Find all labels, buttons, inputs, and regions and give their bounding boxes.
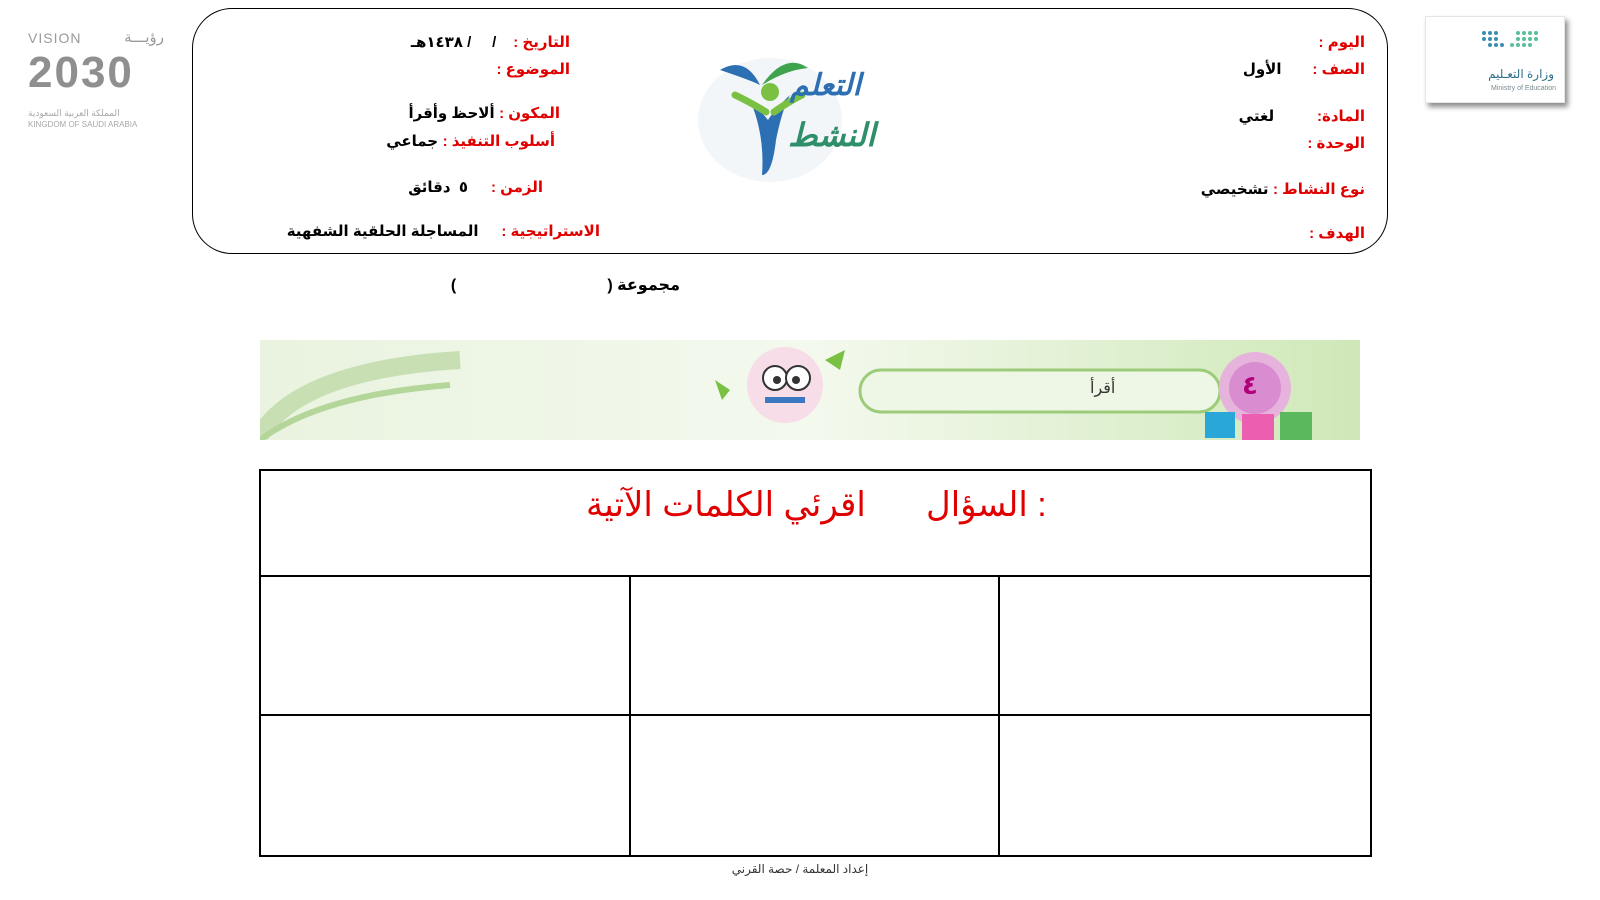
day-label: اليوم : [1318,34,1365,51]
strategy-value: المساجلة الحلقية الشفهية [286,223,479,240]
active-learning-text-1: التعلم [790,69,861,102]
goal-label: الهدف : [1309,225,1365,242]
date-row [411,33,570,52]
banner-number: ٤ [1242,370,1258,400]
answer-grid [261,577,1370,855]
vision-word: VISION [28,30,82,46]
grade-label: الصف : [1312,61,1365,78]
question-prefix: السؤال : [926,486,1047,524]
execution-row [386,132,555,151]
vision-year: 2030 [28,48,134,97]
vision-arabic: رؤيـــة [124,29,164,46]
active-learning-text-2: النشط [788,117,876,153]
subject-label: المادة: [1316,108,1365,125]
component-label: المكون : [499,105,560,122]
grade-value: الأول [1242,61,1282,78]
group-label: مجموعة ( ) [450,277,680,294]
ministry-of-education-logo [1425,16,1565,103]
answer-cell[interactable] [261,716,631,855]
active-learning-figure-icon [690,40,860,190]
strategy-label: الاستراتيجية : [501,223,600,240]
activity-type-value: تشخيصي [1200,181,1269,198]
banner-read-label: أقرأ [1090,380,1116,397]
answer-cell[interactable] [261,577,631,716]
vision-kingdom-ar: المملكة العربية السعودية [28,108,120,118]
moe-english-name: Ministry of Education [1491,85,1556,92]
vision-kingdom-en: KINGDOM OF SAUDI ARABIA [28,120,138,129]
unit-label: الوحدة : [1307,135,1365,152]
question-text: اقرئي الكلمات الآتية [586,486,866,524]
answer-cell[interactable] [631,716,1001,855]
activity-type-row [1201,180,1365,199]
group-field [285,275,680,295]
topic-label: الموضوع : [496,61,570,78]
date-label: التاريخ : [513,34,570,51]
teacher-credit: إعداد المعلمة / حصة القرني [731,862,869,876]
topic-row [496,60,570,79]
question-header [261,471,1370,577]
time-label: الزمن : [490,179,543,196]
execution-value: جماعي [386,133,439,150]
date-value: / / ١٤٣٨هـ [410,34,497,51]
time-row [408,178,543,197]
goal-row [1309,224,1365,243]
answer-cell[interactable] [1000,577,1370,716]
time-value: ٥ دقائق [408,179,469,196]
unit-row [1307,134,1365,153]
moe-arabic-name: وزارة التعـليم [1488,67,1554,81]
component-row [408,104,560,123]
active-learning-logo [690,40,876,190]
subject-value: لغتي [1238,108,1275,125]
component-value: ألاحظ وأقرأ [408,105,495,122]
vision-2030-logo [22,20,172,130]
moe-dots-icon [1426,17,1564,67]
grade-row [1243,60,1365,79]
day-row [1319,33,1365,52]
read-section-banner [260,340,1360,440]
subject-row [1239,107,1365,126]
strategy-row [287,222,600,241]
execution-label: أسلوب التنفيذ : [442,133,555,150]
banner-background-icon [260,340,1360,440]
answer-cell[interactable] [1000,716,1370,855]
question-table [259,469,1372,857]
answer-cell[interactable] [631,577,1001,716]
activity-type-label: نوع النشاط : [1273,181,1365,198]
